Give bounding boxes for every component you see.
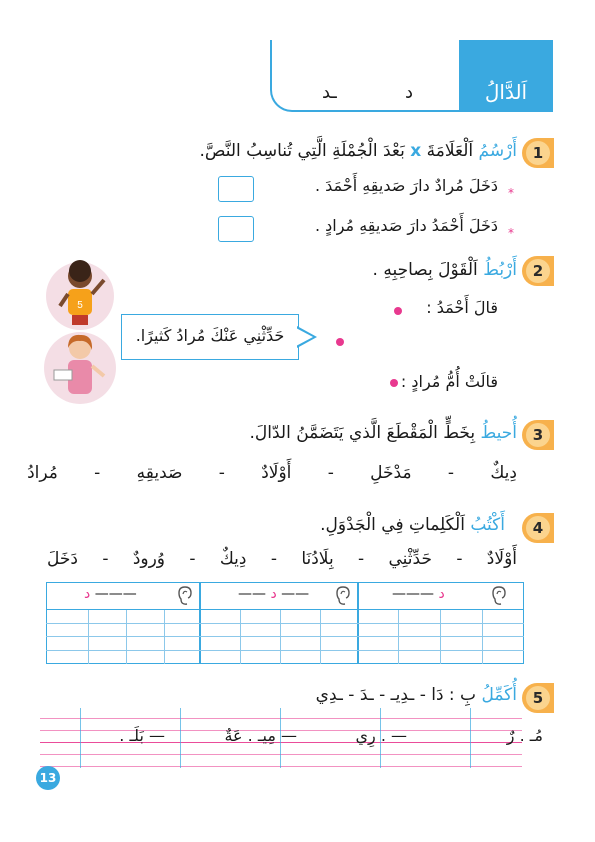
completion-item[interactable]: — . رِي <box>355 726 407 745</box>
table-grid-line <box>164 610 165 664</box>
table-grid-line <box>88 610 89 664</box>
exercise-4-instruction: أَكْتُبُ اَلْكَلِماتِ فِي الْجَدْوَلِ. <box>320 515 505 535</box>
table-writing-line <box>46 623 524 624</box>
bullet-star: * <box>508 186 514 200</box>
exercise-2-badge <box>522 256 554 286</box>
table-writing-line <box>46 650 524 651</box>
table-grid-line <box>320 610 321 664</box>
ear-icon <box>490 585 506 607</box>
speaker-mother: قالَتْ أُمُّ مُرادٍ : <box>400 372 498 391</box>
letter-form-final: ـد <box>322 82 337 103</box>
lesson-title: اَلدَّالُ <box>484 80 528 104</box>
instruction-keyword: أُكَمِّلُ <box>481 685 517 705</box>
word-item[interactable]: صَديقِهِ <box>136 463 183 483</box>
table-grid-line <box>280 610 281 664</box>
handwriting-vertical <box>180 708 181 768</box>
exercise-3-badge <box>522 420 554 450</box>
instruction-keyword: أَرْسُمُ <box>478 141 517 161</box>
ear-icon <box>334 585 350 607</box>
table-header-middle: —— د —— <box>238 586 310 602</box>
exercise-4-word-list: أَوْلَادٌ - حَدِّثْنِي - بِلَادُنَا - دِيكٌ - وُرودٌ - دَخَلَ <box>47 549 517 569</box>
word-item[interactable]: مَدْخَلِ <box>370 463 412 483</box>
table-grid-line <box>440 610 441 664</box>
table-grid-line <box>126 610 127 664</box>
sentence-1: دَخَلَ مُرادٌ دارَ صَديقِهِ أَحْمَدَ . <box>314 176 498 195</box>
completion-item[interactable]: — بَلَـ . <box>119 726 165 745</box>
exercise-1-instruction: أَرْسُمُ اَلْعَلَامَةَ x بَعْدَ الْجُمْلَةِ الَّتِي تُناسِبُ النَّصَّ. <box>199 141 517 161</box>
exercise-5-instruction: أُكَمِّلُ بِ : دَا - ـدِيـ - ـدَ - ـدِي <box>315 685 517 705</box>
word-item: دَخَلَ <box>47 549 78 569</box>
speech-text: حَدِّثْنِي عَنْكَ مُرادُ كَثيرًا. <box>135 326 285 345</box>
exercise-3-instruction: أُحيطُ بِخَطٍّ الْمَقْطَعَ الَّذي يَتَضَمَّنُ الدّالَ. <box>249 423 517 443</box>
word-item: أَوْلَادٌ <box>486 549 517 569</box>
match-dot-ahmed[interactable] <box>394 307 402 315</box>
handwriting-vertical <box>470 708 471 768</box>
sentence-2: دَخَلَ أَحْمَدُ دارَ صَديقِهِ مُرادٍ . <box>314 216 498 235</box>
word-item: حَدِّثْنِي <box>388 549 432 569</box>
exercise-number: 4 <box>526 516 550 540</box>
speaker-ahmed: قالَ أَحْمَدُ : <box>426 298 498 317</box>
letter-dal: د <box>270 586 277 602</box>
word-item[interactable]: دِيكٌ <box>490 463 517 483</box>
exercise-number: 5 <box>526 686 550 710</box>
completion-item[interactable]: — مِيـ . عَةٌ <box>224 726 297 745</box>
match-dot-mother[interactable] <box>390 379 398 387</box>
handwriting-vertical <box>80 708 81 768</box>
ear-icon <box>176 585 192 607</box>
exercise-5-badge <box>522 683 554 713</box>
table-header-final: د ——— <box>84 586 137 602</box>
handwriting-line <box>40 718 522 719</box>
table-grid-line <box>482 610 483 664</box>
exercise-3-word-list: دِيكٌ - مَدْخَلِ - أَوْلَادٌ - صَديقِهِ - مُرادُ <box>27 463 517 483</box>
checkbox-sentence-2[interactable] <box>218 216 254 242</box>
letter-dal: د <box>84 586 91 602</box>
bullet-star: * <box>508 226 514 240</box>
shirt-number: 5 <box>77 300 83 311</box>
match-dot-speech[interactable] <box>336 338 344 346</box>
word-item[interactable]: أَوْلَادٌ <box>261 463 292 483</box>
boy-illustration <box>46 258 114 330</box>
exercise-1-badge <box>522 138 554 168</box>
letter-dal: د <box>438 586 445 602</box>
word-item: وُرودٌ <box>132 549 166 569</box>
table-grid-line <box>240 610 241 664</box>
letter-form-isolated: د <box>405 82 414 103</box>
exercise-number: 3 <box>526 423 550 447</box>
table-writing-line <box>46 636 524 637</box>
handwriting-line <box>40 766 522 767</box>
x-mark: x <box>410 141 422 161</box>
exercise-number: 2 <box>526 259 550 283</box>
word-item: بِلَادُنَا <box>301 549 334 569</box>
exercise-number: 1 <box>526 141 550 165</box>
word-item[interactable]: مُرادُ <box>27 463 58 483</box>
instruction-keyword: أَرْبُطُ <box>483 260 517 280</box>
exercise-2-instruction: أَرْبُطُ اَلْقَوْلَ بِصاحِبِهِ . <box>372 260 517 280</box>
page-number: 13 <box>36 766 60 790</box>
word-item: دِيكٌ <box>219 549 247 569</box>
table-grid-line <box>398 610 399 664</box>
exercise-4-badge <box>522 513 554 543</box>
checkbox-sentence-1[interactable] <box>218 176 254 202</box>
woman-illustration <box>44 330 116 404</box>
table-header-initial: ——— د <box>392 586 445 602</box>
instruction-keyword: أُحيطُ <box>480 423 517 443</box>
completion-item[interactable]: مُـ . رٌ <box>506 726 543 745</box>
handwriting-line <box>40 754 522 755</box>
instruction-keyword: أَكْتُبُ <box>470 515 505 535</box>
